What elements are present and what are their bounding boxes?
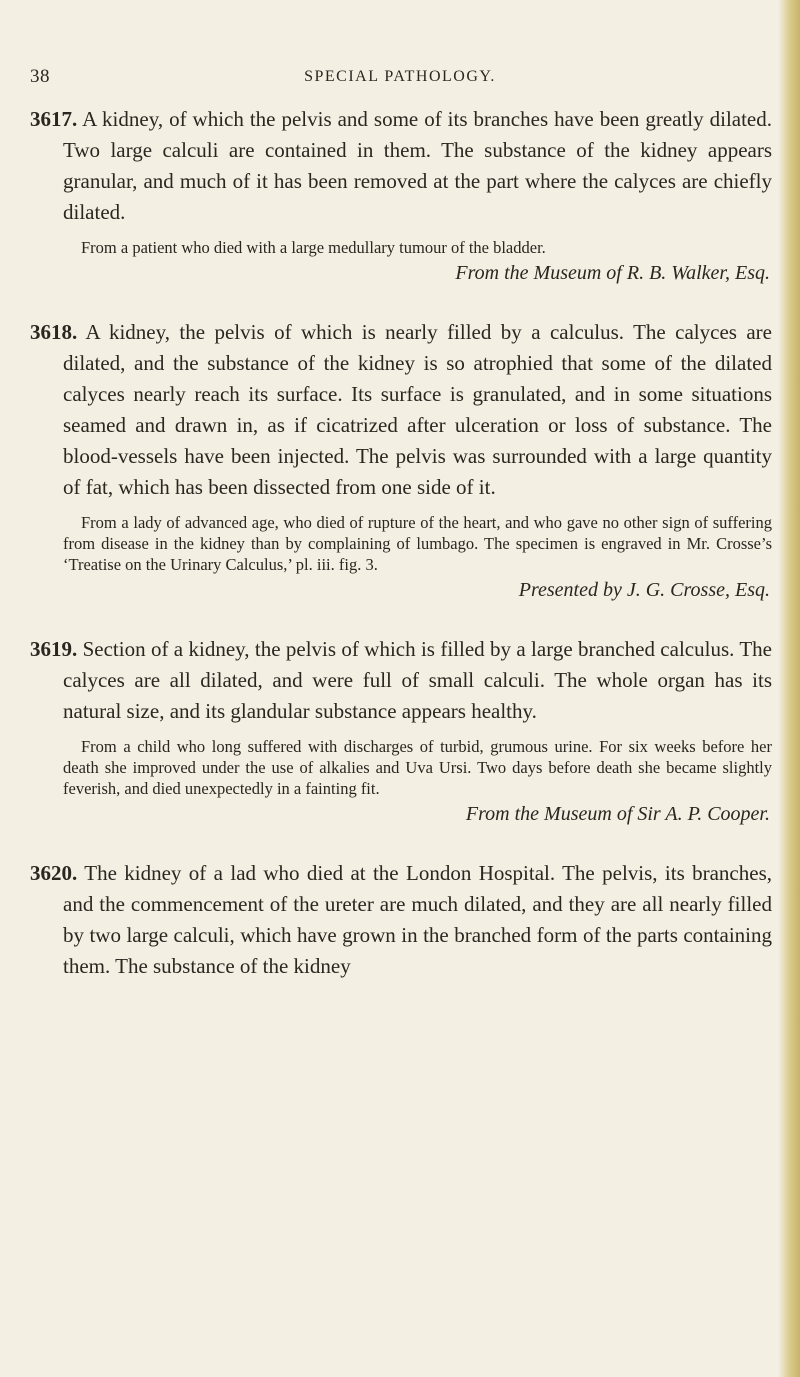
- catalogue-entry-3620: [30, 858, 772, 982]
- entry-text: A kidney, the pelvis of which is nearly filled by a calculus. The calyces are dilated, and the substance of the kidney is so atrophied that some of the dilated calyces nearly reach its surface. Its surface is granulated, and in some situations seamed and drawn in, as if cicatrized after ulceration or loss of substance. The blood-vessels have been injected. The pelvis was surrounded with a large quantity of fat, which has been dissected from one side of it.: [63, 320, 772, 499]
- running-head: SPECIAL PATHOLOGY.: [304, 68, 496, 85]
- entry-text: Section of a kidney, the pelvis of which is filled by a large branched calculus. The calyces are all dilated, and were full of small calculi. The whole organ has its natural size, and its glandular substance appears healthy.: [63, 637, 772, 723]
- entry-number: 3618.: [30, 320, 78, 344]
- entry-credit: From the Museum of Sir A. P. Cooper.: [465, 803, 770, 825]
- entry-number: 3617.: [30, 107, 78, 131]
- entry-credit: Presented by J. G. Crosse, Esq.: [518, 579, 770, 601]
- entry-text: A kidney, of which the pelvis and some of its branches have been greatly dilated. Two large calculi are contained in them. The substance of the kidney appears granular, and much of it has been removed at the part where the calyces are chiefly dilated.: [63, 107, 773, 224]
- catalogue-entry-3617: [30, 104, 772, 287]
- entry-description: [30, 858, 772, 982]
- catalogue-entry-3619: [30, 634, 772, 828]
- entry-note: From a patient who died with a large medullary tumour of the bladder.: [81, 238, 546, 257]
- entry-description: [30, 317, 772, 503]
- entry-note: From a child who long suffered with discharges of turbid, grumous urine. For six weeks before her death she improved under the use of alkalies and Uva Ursi. Two days before death she became slightly feverish, and died unexpectedly in a fainting fit.: [63, 737, 772, 798]
- entry-number: 3619.: [30, 637, 78, 661]
- catalogue-entry-3618: [30, 317, 772, 604]
- page-body: [30, 104, 772, 1012]
- page-header: [30, 66, 770, 96]
- page-edge-shading: [778, 0, 800, 1377]
- entry-number: 3620.: [30, 861, 78, 885]
- page-number: 38: [30, 66, 50, 87]
- entry-note: From a lady of advanced age, who died of rupture of the heart, and who gave no other sign of suffering from disease in the kidney than by complaining of lumbago. The specimen is engraved in Mr. Crosse’s ‘Treatise on the Urinary Calculus,’ pl. iii. fig. 3.: [63, 513, 772, 574]
- entry-credit: From the Museum of R. B. Walker, Esq.: [455, 262, 770, 284]
- entry-text: The kidney of a lad who died at the London Hospital. The pelvis, its branches, and the commencement of the ureter are much dilated, and they are all nearly filled by two large calculi, which have grown in the branched form of the parts containing them. The substance of the kidney: [63, 861, 773, 978]
- entry-description: [30, 634, 772, 727]
- entry-description: [30, 104, 772, 228]
